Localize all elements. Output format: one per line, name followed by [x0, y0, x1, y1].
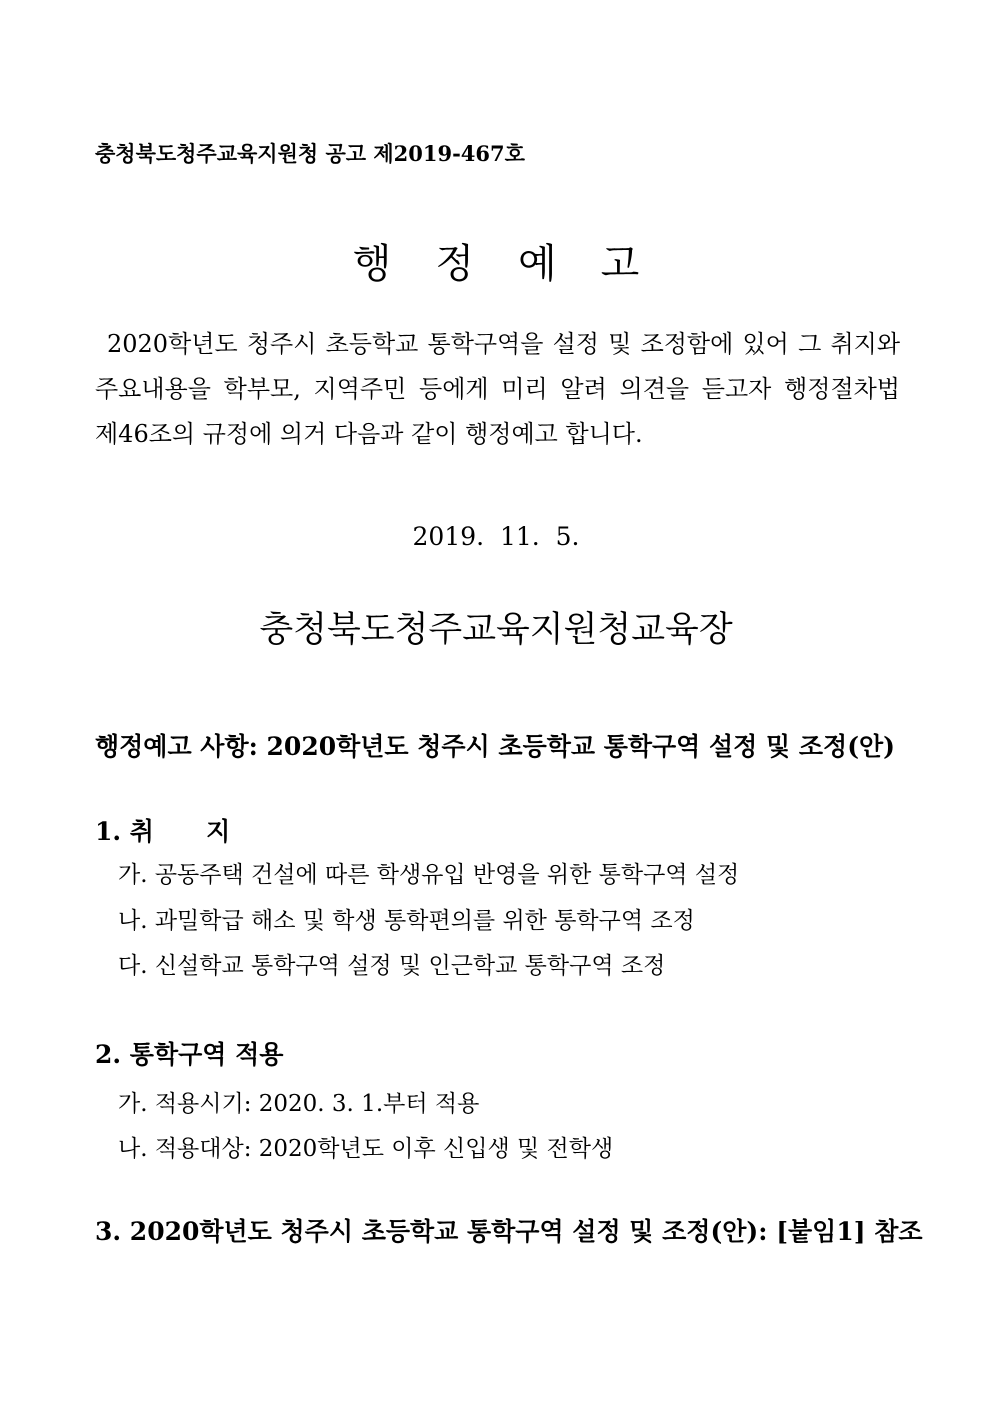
section-1-item-c: 다. 신설학교 통학구역 설정 및 인근학교 통학구역 조정 — [118, 953, 666, 979]
section-1-item-b: 나. 과밀학급 해소 및 학생 통학편의를 위한 통학구역 조정 — [118, 908, 695, 934]
section-1-heading: 1. 취 지 — [95, 817, 231, 846]
document-title: 행정예고 — [352, 241, 684, 287]
intro-line-2: 주요내용을 학부모, 지역주민 등에게 미리 알려 의견을 듣고자 행정절차법 — [95, 375, 900, 403]
intro-line-3: 제46조의 규정에 의거 다음과 같이 행정예고 합니다. — [95, 420, 643, 448]
section-2-item-a: 가. 적용시기: 2020. 3. 1.부터 적용 — [118, 1091, 480, 1117]
notice-date: 2019. 11. 5. — [412, 522, 580, 551]
section-2-heading: 2. 통학구역 적용 — [95, 1040, 284, 1069]
intro-line-1: 2020학년도 청주시 초등학교 통학구역을 설정 및 조정함에 있어 그 취지와 — [107, 330, 900, 358]
section-1-item-a: 가. 공동주택 건설에 따른 학생유입 반영을 위한 통학구역 설정 — [118, 862, 740, 888]
notice-number: 충청북도청주교육지원청 공고 제2019-467호 — [95, 141, 525, 166]
notice-subject: 행정예고 사항: 2020학년도 청주시 초등학교 통학구역 설정 및 조정(안) — [95, 732, 895, 761]
section-3-heading: 3. 2020학년도 청주시 초등학교 통학구역 설정 및 조정(안): [붙임1] 참조 — [95, 1217, 923, 1246]
intro-paragraph — [95, 322, 900, 457]
section-2-item-b: 나. 적용대상: 2020학년도 이후 신입생 및 전학생 — [118, 1136, 614, 1162]
issuer-name: 충청북도청주교육지원청교육장 — [259, 610, 733, 650]
